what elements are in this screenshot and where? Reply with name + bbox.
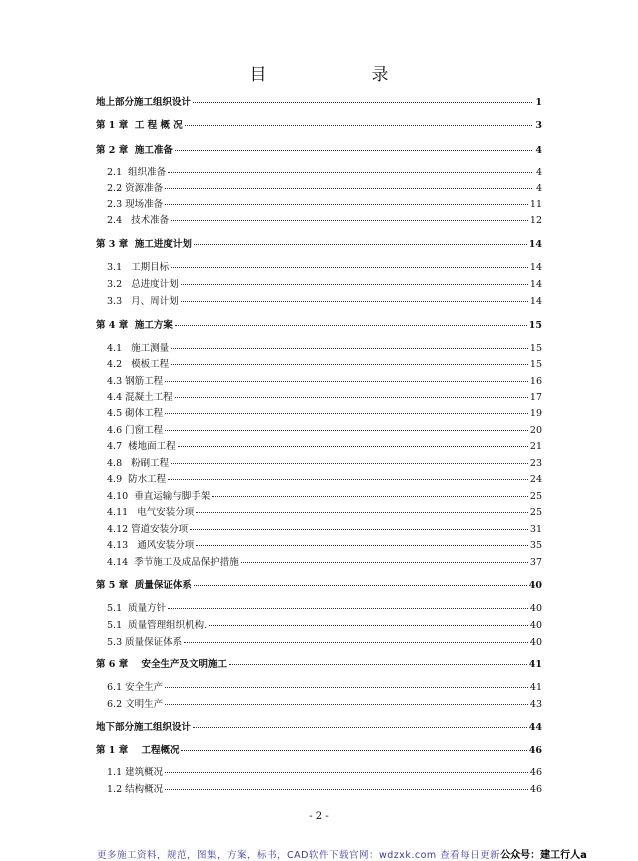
footer-ad-link[interactable]: 更多施工资料，规范，图集，方案，标书，CAD软件下载官网：wdzxk.com 查看每日更新 <box>97 850 501 861</box>
toc-entry[interactable] <box>107 474 542 486</box>
toc-entry-label: 5.3 质量保证体系 <box>107 637 183 648</box>
toc-dot-leader <box>184 642 528 643</box>
toc-entry[interactable] <box>107 167 542 179</box>
toc-dot-leader <box>175 150 532 151</box>
toc-entry-page: 17 <box>529 392 542 403</box>
toc-entry-label: 第 5 章 质量保证体系 <box>96 580 192 591</box>
toc-dot-leader <box>229 664 527 665</box>
toc-dot-leader <box>165 204 528 205</box>
toc-entry-label: 4.12 管道安装分项 <box>107 524 189 535</box>
toc-dot-leader <box>196 512 528 513</box>
toc-dot-leader <box>241 562 528 563</box>
toc-entry[interactable] <box>96 97 542 109</box>
toc-entry-page: 3 <box>535 120 542 131</box>
toc-entry[interactable] <box>107 215 542 227</box>
toc-dot-leader <box>190 529 528 530</box>
toc-entry-page: 4 <box>535 183 542 194</box>
toc-entry-label: 5.1 质量方针 <box>107 603 167 614</box>
toc-entry-label: 1.2 结构概况 <box>107 784 164 795</box>
toc-entry-page: 43 <box>529 699 542 710</box>
toc-entry-page: 46 <box>528 745 542 756</box>
toc-dot-leader <box>181 284 528 285</box>
toc-entry-page: 16 <box>529 376 542 387</box>
toc-entry[interactable] <box>96 722 542 734</box>
toc-entry-label: 第 1 章 工程概况 <box>96 745 180 756</box>
toc-dot-leader <box>165 188 532 189</box>
toc-dot-leader <box>181 750 526 751</box>
toc-entry-label: 4.3 钢筋工程 <box>107 376 164 387</box>
footer-banner <box>97 846 638 861</box>
toc-entry-page: 14 <box>529 262 542 273</box>
toc-entry[interactable] <box>107 279 542 291</box>
toc-dot-leader <box>185 125 532 126</box>
toc-entry[interactable] <box>96 239 542 251</box>
toc-entry-label: 地下部分施工组织设计 <box>96 722 192 733</box>
toc-entry[interactable] <box>96 320 542 332</box>
toc-entry[interactable] <box>107 637 542 649</box>
toc-entry-page: 25 <box>529 507 542 518</box>
toc-entry-label: 第 1 章 工 程 概 况 <box>96 120 183 131</box>
toc-entry-page: 14 <box>529 296 542 307</box>
toc-entry-page: 46 <box>529 784 542 795</box>
toc-dot-leader <box>168 479 528 480</box>
toc-entry-label: 4.13 通风安装分项 <box>107 540 195 551</box>
toc-entry-page: 20 <box>529 425 542 436</box>
toc-dot-leader <box>165 413 528 414</box>
toc-entry-page: 40 <box>529 620 542 631</box>
toc-entry[interactable] <box>107 682 542 694</box>
toc-dot-leader <box>168 172 532 173</box>
toc-dot-leader <box>165 772 528 773</box>
toc-entry-page: 14 <box>529 279 542 290</box>
toc-entry-page: 40 <box>529 603 542 614</box>
toc-entry-page: 23 <box>529 458 542 469</box>
toc-entry-label: 3.2 总进度计划 <box>107 279 179 290</box>
toc-entry-page: 4 <box>535 145 542 156</box>
toc-entry-page: 35 <box>529 540 542 551</box>
toc-entry-label: 4.9 防水工程 <box>107 474 167 485</box>
toc-dot-leader <box>178 446 528 447</box>
toc-entry[interactable] <box>107 359 542 371</box>
toc-entry[interactable] <box>96 120 542 132</box>
toc-entry-page: 1 <box>535 97 542 108</box>
toc-entry-page: 41 <box>529 682 542 693</box>
toc-entry-label: 4.4 混凝土工程 <box>107 392 173 403</box>
toc-entry-label: 4.1 施工测量 <box>107 343 170 354</box>
toc-entry-label: 第 4 章 施工方案 <box>96 320 173 331</box>
toc-entry-page: 40 <box>528 580 542 591</box>
toc-entry[interactable] <box>96 659 542 671</box>
toc-entry[interactable] <box>107 183 542 195</box>
toc-entry[interactable] <box>107 784 542 796</box>
toc-entry-page: 37 <box>529 557 542 568</box>
toc-entry[interactable] <box>107 507 542 519</box>
toc-dot-leader <box>193 727 527 728</box>
toc-dot-leader <box>165 789 528 790</box>
toc-entry[interactable] <box>107 408 542 420</box>
toc-entry[interactable] <box>107 343 542 355</box>
toc-dot-leader <box>171 267 528 268</box>
toc-entry[interactable] <box>96 580 542 592</box>
toc-entry-label: 3.3 月、周计划 <box>107 296 179 307</box>
toc-entry-label: 2.1 组织准备 <box>107 167 167 178</box>
toc-entry-page: 4 <box>535 167 542 178</box>
toc-entry-label: 4.2 模板工程 <box>107 359 170 370</box>
toc-entry-label: 地上部分施工组织设计 <box>96 97 192 108</box>
toc-title: 目 录 <box>249 65 433 85</box>
toc-entry-label: 4.10 垂直运输与脚手架 <box>107 491 211 502</box>
toc-entry[interactable] <box>96 745 542 757</box>
toc-entry-label: 5.1 质量管理组织机构. <box>107 620 208 631</box>
toc-dot-leader <box>168 608 528 609</box>
footer-public-account: 公众号：建工行人a <box>500 850 587 861</box>
toc-entry-label: 3.1 工期目标 <box>107 262 170 273</box>
toc-dot-leader <box>194 244 527 245</box>
toc-entry[interactable] <box>107 199 542 211</box>
toc-entry[interactable] <box>107 603 542 615</box>
toc-dot-leader <box>165 430 528 431</box>
toc-entry[interactable] <box>107 458 542 470</box>
toc-entry[interactable] <box>107 699 542 711</box>
toc-entry-page: 31 <box>529 524 542 535</box>
toc-entry-page: 44 <box>528 722 542 733</box>
toc-entry-label: 1.1 建筑概况 <box>107 767 164 778</box>
toc-entry-label: 4.8 粉刷工程 <box>107 458 170 469</box>
toc-entry-label: 2.2 资源准备 <box>107 183 164 194</box>
toc-entry[interactable] <box>107 540 542 552</box>
toc-entry[interactable] <box>107 392 542 404</box>
toc-dot-leader <box>212 496 528 497</box>
toc-entry-label: 第 6 章 安全生产及文明施工 <box>96 659 227 670</box>
toc-entry[interactable] <box>107 262 542 274</box>
toc-entry-label: 2.3 现场准备 <box>107 199 164 210</box>
toc-dot-leader <box>209 625 528 626</box>
toc-entry[interactable] <box>107 376 542 388</box>
toc-entry-label: 4.11 电气安装分项 <box>107 507 195 518</box>
toc-dot-leader <box>175 325 527 326</box>
toc-entry[interactable] <box>107 767 542 779</box>
toc-dot-leader <box>165 381 528 382</box>
toc-entry-page: 11 <box>529 199 542 210</box>
toc-dot-leader <box>171 463 528 464</box>
toc-entry-page: 14 <box>528 239 542 250</box>
toc-entry-page: 46 <box>529 767 542 778</box>
toc-entry-label: 6.1 安全生产 <box>107 682 164 693</box>
toc-entry-page: 25 <box>529 491 542 502</box>
toc-entry-page: 24 <box>529 474 542 485</box>
toc-entry[interactable] <box>107 441 542 453</box>
toc-dot-leader <box>181 301 528 302</box>
toc-entry-label: 2.4 技术准备 <box>107 215 170 226</box>
toc-dot-leader <box>171 348 528 349</box>
toc-entry-page: 15 <box>529 343 542 354</box>
toc-entry-page: 40 <box>529 637 542 648</box>
toc-dot-leader <box>194 585 527 586</box>
toc-entry-label: 4.7 楼地面工程 <box>107 441 176 452</box>
toc-entry-label: 第 2 章 施工准备 <box>96 145 173 156</box>
toc-entry-page: 15 <box>529 359 542 370</box>
toc-entry-label: 6.2 文明生产 <box>107 699 164 710</box>
toc-entry[interactable] <box>107 296 542 308</box>
toc-entry-page: 19 <box>529 408 542 419</box>
toc-entry[interactable] <box>107 425 542 437</box>
toc-entry[interactable] <box>96 145 542 157</box>
toc-entry-page: 41 <box>528 659 542 670</box>
toc-entry-page: 15 <box>528 320 542 331</box>
toc-dot-leader <box>165 704 528 705</box>
toc-dot-leader <box>175 397 528 398</box>
toc-entry-label: 4.6 门窗工程 <box>107 425 164 436</box>
toc-entry-label: 4.5 砌体工程 <box>107 408 164 419</box>
toc-entry[interactable] <box>107 557 542 569</box>
toc-dot-leader <box>196 545 528 546</box>
toc-entry[interactable] <box>107 491 542 503</box>
toc-dot-leader <box>171 364 528 365</box>
toc-entry[interactable] <box>107 620 542 632</box>
toc-dot-leader <box>165 687 528 688</box>
toc-entry-page: 21 <box>529 441 542 452</box>
toc-dot-leader <box>193 102 532 103</box>
toc-dot-leader <box>171 220 528 221</box>
toc-entry-label: 4.14 季节施工及成品保护措施 <box>107 557 239 568</box>
toc-entry[interactable] <box>107 524 542 536</box>
toc-entry-label: 第 3 章 施工进度计划 <box>96 239 192 250</box>
page-number: - 2 - <box>309 811 329 822</box>
toc-entry-page: 12 <box>529 215 542 226</box>
